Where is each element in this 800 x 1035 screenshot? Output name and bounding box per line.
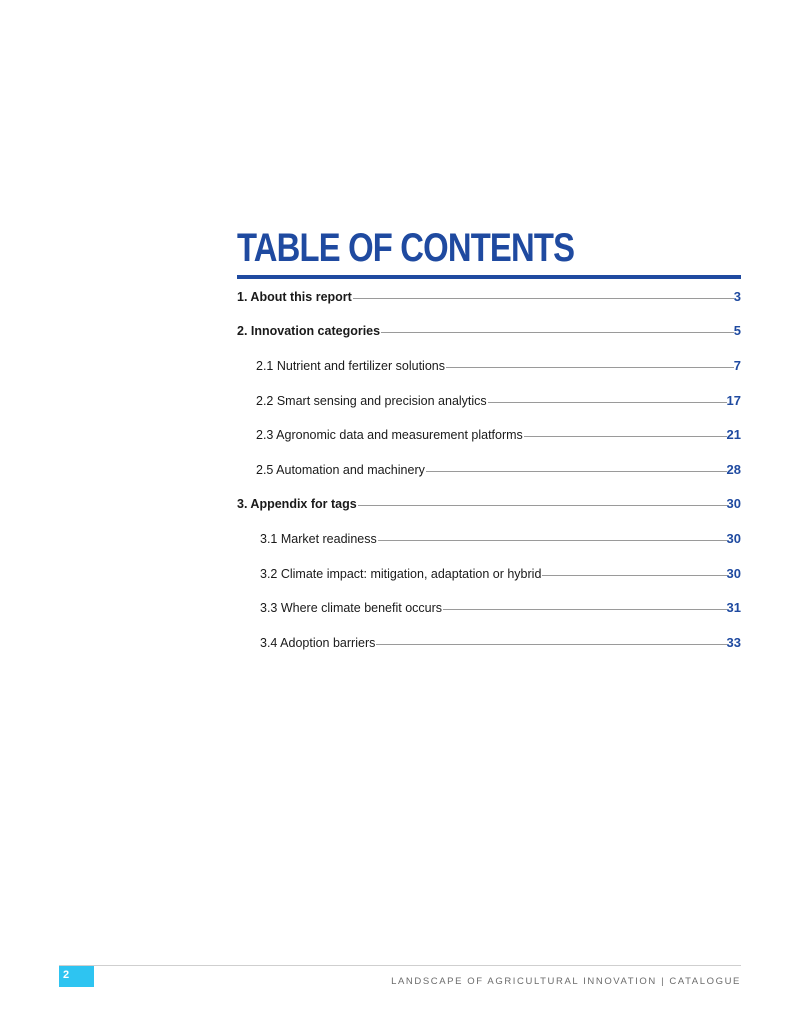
toc-entry-label: 2.1 Nutrient and fertilizer solutions: [256, 359, 445, 373]
toc-entry-label: 3.2 Climate impact: mitigation, adaptation or hybrid: [260, 567, 542, 581]
toc-entry-page: 3: [733, 289, 741, 304]
toc-entry-label: 2. Innovation categories: [237, 324, 381, 338]
toc-entry-automation[interactable]: [256, 462, 741, 482]
title-divider: [237, 275, 741, 279]
dot-leader: [524, 436, 727, 437]
toc-entry-page: 17: [726, 393, 741, 408]
footer-title: LANDSCAPE OF AGRICULTURAL INNOVATION | CATALOGUE: [391, 976, 741, 987]
dot-leader: [488, 402, 727, 403]
dot-leader: [381, 332, 734, 333]
dot-leader: [358, 505, 727, 506]
footer-divider: [59, 965, 741, 966]
toc-entry-page: 30: [726, 566, 741, 581]
dot-leader: [426, 471, 727, 472]
toc-entry-page: 28: [726, 462, 741, 477]
toc-entry-page: 7: [733, 358, 741, 373]
toc-entry-market-readiness[interactable]: [260, 531, 741, 551]
toc-entry-label: 3. Appendix for tags: [237, 497, 357, 511]
toc-entry-climate-benefit[interactable]: [260, 600, 741, 620]
toc-entry-label: 1. About this report: [237, 290, 352, 304]
toc-entry-label: 3.3 Where climate benefit occurs: [260, 601, 443, 615]
dot-leader: [353, 298, 734, 299]
toc-entry-nutrient[interactable]: [256, 358, 741, 378]
toc-entry-page: 30: [726, 496, 741, 511]
dot-leader: [443, 609, 727, 610]
toc-entry-page: 5: [733, 323, 741, 338]
toc-entry-page: 21: [726, 427, 741, 442]
toc-entry-page: 33: [726, 635, 741, 650]
dot-leader: [378, 540, 727, 541]
page-number-badge: 2: [59, 966, 94, 987]
toc-entry-agronomic-data[interactable]: [256, 427, 741, 447]
toc-entry-innovation-categories[interactable]: [237, 323, 741, 343]
toc-entry-label: 2.5 Automation and machinery: [256, 463, 425, 477]
toc-entry-page: 30: [726, 531, 741, 546]
toc-entry-appendix[interactable]: [237, 496, 741, 516]
dot-leader: [446, 367, 734, 368]
toc-entry-adoption-barriers[interactable]: [260, 635, 741, 655]
toc-entry-label: 3.1 Market readiness: [260, 532, 377, 546]
toc-entry-page: 31: [726, 600, 741, 615]
toc-entry-label: 3.4 Adoption barriers: [260, 636, 376, 650]
toc-entry-about[interactable]: [237, 289, 741, 309]
dot-leader: [542, 575, 726, 576]
toc-entry-smart-sensing[interactable]: [256, 393, 741, 413]
toc-entry-climate-impact[interactable]: [260, 566, 741, 586]
toc-entry-label: 2.3 Agronomic data and measurement platforms: [256, 428, 523, 442]
dot-leader: [376, 644, 726, 645]
page-title: TABLE OF CONTENTS: [237, 226, 575, 270]
toc-entry-label: 2.2 Smart sensing and precision analytics: [256, 394, 487, 408]
